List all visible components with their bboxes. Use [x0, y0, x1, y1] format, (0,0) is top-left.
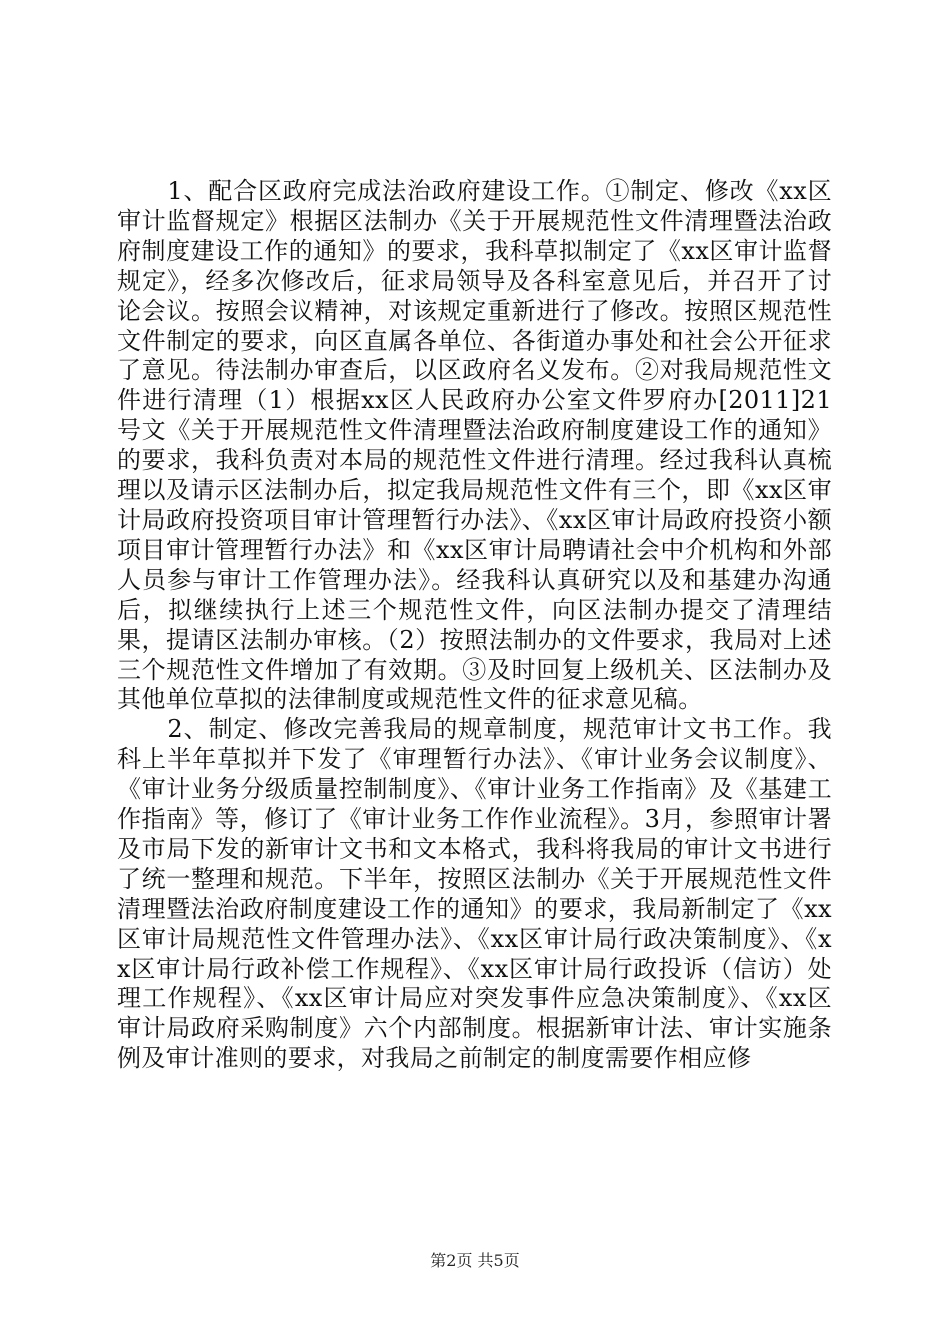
page-number-footer: 第2页 共5页	[430, 1251, 520, 1270]
paragraph-1: 1、配合区政府完成法治政府建设工作。①制定、修改《xx区审计监督规定》根据区法制办《关于开展规范性文件清理暨法治政府制度建设工作的通知》的要求，我科草拟制定了《xx区审计监督规定》，经多次修改后，征求局领导及各科室意见后，并召开了讨论会议。按照会议精神，对该规定重新进行了修改。按照区规范性文件制定的要求，向区直属各单位、各街道办事处和社会公开征求了意见。待法制办审查后，以区政府名义发布。②对我局规范性文件进行清理（1）根据xx区人民政府办公室文件罗府办[2011]21号文《关于开展规范性文件清理暨法治政府制度建设工作的通知》的要求，我科负责对本局的规范性文件进行清理。经过我科认真梳理以及请示区法制办后，拟定我局规范性文件有三个，即《xx区审计局政府投资项目审计管理暂行办法》、《xx区审计局政府投资小额项目审计管理暂行办法》和《xx区审计局聘请社会中介机构和外部人员参与审计工作管理办法》。经我科认真研究以及和基建办沟通后，拟继续执行上述三个规范性文件，向区法制办提交了清理结果，提请区法制办审核。（2）按照法制办的文件要求，我局对上述三个规范性文件增加了有效期。③及时回复上级机关、区法制办及其他单位草拟的法律制度或规范性文件的征求意见稿。	[117, 177, 832, 714]
document-body	[117, 177, 832, 1074]
paragraph-2: 2、制定、修改完善我局的规章制度，规范审计文书工作。我科上半年草拟并下发了《审理暂行办法》、《审计业务会议制度》、《审计业务分级质量控制制度》、《审计业务工作指南》及《基建工作指南》等，修订了《审计业务工作作业流程》。3月，参照审计署及市局下发的新审计文书和文本格式，我科将我局的审计文书进行了统一整理和规范。下半年，按照区法制办《关于开展规范性文件清理暨法治政府制度建设工作的通知》的要求，我局新制定了《xx区审计局规范性文件管理办法》、《xx区审计局行政决策制度》、《xx区审计局行政补偿工作规程》、《xx区审计局行政投诉（信访）处理工作规程》、《xx区审计局应对突发事件应急决策制度》、《xx区审计局政府采购制度》六个内部制度。根据新审计法、审计实施条例及审计准则的要求，对我局之前制定的制度需要作相应修	[117, 715, 832, 1073]
